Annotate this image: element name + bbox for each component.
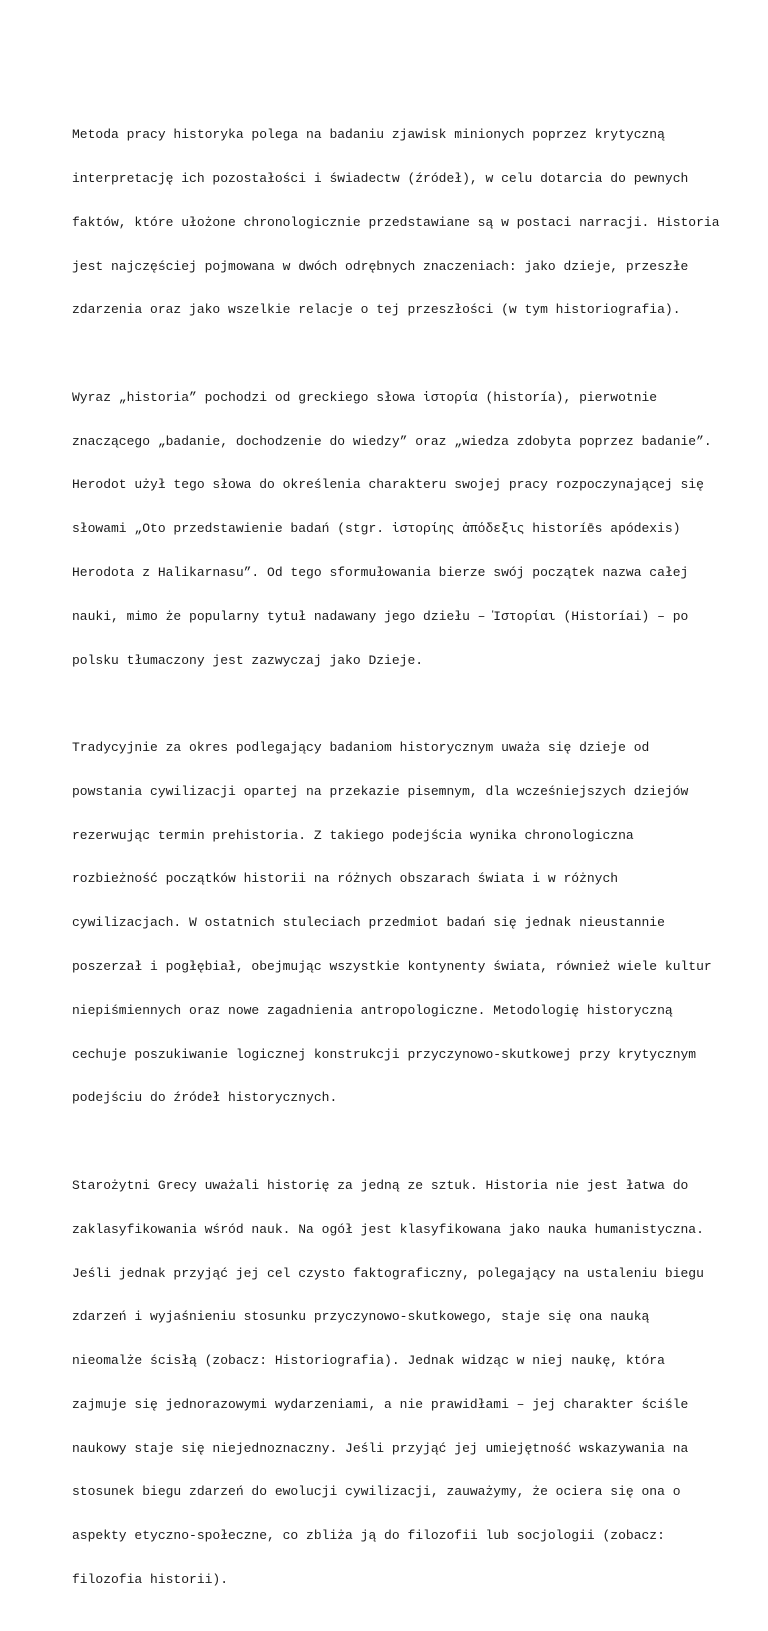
text-line: cechuje poszukiwanie logicznej konstrukcji przyczynowo-skutkowej przy krytycznym	[72, 1046, 697, 1062]
text-line: słowami „Oto przedstawienie badań (stgr. ἱστορίης ἀπόδεξις historíēs apódexis)	[72, 521, 681, 537]
text-line: Starożytni Grecy uważali historię za jedną ze sztuk. Historia nie jest łatwa do	[72, 1177, 689, 1193]
text-line: zdarzeń i wyjaśnieniu stosunku przyczynowo-skutkowego, staje się ona nauką	[72, 1309, 650, 1325]
text-line: rezerwując termin prehistoria. Z takiego podejścia wynika chronologiczna	[72, 827, 634, 843]
text-line: zaklasyfikowania wśród nauk. Na ogół jest klasyfikowana jako nauka humanistyczna.	[72, 1221, 704, 1237]
text-line: niepiśmiennych oraz nowe zagadnienia antropologiczne. Metodologię historyczną	[72, 1002, 673, 1018]
text-line: Herodota z Halikarnasu”. Od tego sformułowania bierze swój początek nazwa całej	[72, 565, 689, 580]
text-line: faktów, które ułożone chronologicznie przedstawiane są w postaci narracji. Historia	[72, 214, 720, 230]
text-line: Wyraz „historia” pochodzi od greckiego słowa ἱστορία (historía), pierwotnie	[72, 389, 658, 405]
text-line: cywilizacjach. W ostatnich stuleciach przedmiot badań się jednak nieustannie	[72, 915, 665, 931]
paragraph-scope	[72, 712, 712, 1135]
document-body	[72, 99, 720, 1631]
text-line: Herodot użył tego słowa do określenia charakteru swojej pracy rozpoczynającej się	[72, 477, 704, 493]
text-line: znaczącego „badanie, dochodzenie do wiedzy” oraz „wiedza zdobyta poprzez badanie”.	[72, 433, 712, 449]
paragraph-classification	[72, 1150, 712, 1617]
text-line: polsku tłumaczony jest zazwyczaj jako Dzieje.	[72, 652, 424, 668]
text-line: powstania cywilizacji opartej na przekazie pisemnym, dla wcześniejszych dziejów	[72, 783, 689, 799]
text-line: poszerzał i pogłębiał, obejmując wszystkie kontynenty świata, również wiele kultur	[72, 959, 712, 975]
text-line: aspekty etyczno-społeczne, co zbliża ją do filozofii lub socjologii (zobacz:	[72, 1528, 665, 1544]
text-line: stosunek biegu zdarzeń do ewolucji cywilizacji, zauważymy, że ociera się ona o	[72, 1484, 681, 1500]
text-line: nauki, mimo że popularny tytuł nadawany jego dziełu – Ἱστορίαι (Historíai) – po	[72, 608, 689, 624]
text-line: zdarzenia oraz jako wszelkie relacje o tej przeszłości (w tym historiografia).	[72, 302, 681, 318]
text-line: nieomalże ścisłą (zobacz: Historiografia). Jednak widząc w niej naukę, która	[72, 1353, 665, 1369]
text-line: jest najczęściej pojmowana w dwóch odrębnych znaczeniach: jako dzieje, przeszłe	[72, 258, 689, 274]
text-line: Tradycyjnie za okres podlegający badaniom historycznym uważa się dzieje od	[72, 740, 650, 756]
text-line: naukowy staje się niejednoznaczny. Jeśli przyjąć jej umiejętność wskazywania na	[72, 1440, 689, 1456]
text-line: filozofia historii).	[72, 1571, 229, 1587]
paragraph-etymology	[72, 362, 712, 698]
text-line: Jeśli jednak przyjąć jej cel czysto faktograficzny, polegający na ustaleniu biegu	[72, 1265, 704, 1281]
text-line: Metoda pracy historyka polega na badaniu zjawisk minionych poprzez krytyczną	[72, 127, 665, 143]
text-line: podejściu do źródeł historycznych.	[72, 1090, 338, 1106]
text-line: interpretację ich pozostałości i świadectw (źródeł), w celu dotarcia do pewnych	[72, 170, 689, 186]
text-line: rozbieżność początków historii na różnych obszarach świata i w różnych	[72, 871, 619, 887]
text-line: zajmuje się jednorazowymi wydarzeniami, a nie prawidłami – jej charakter ściśle	[72, 1396, 689, 1412]
paragraph-method	[72, 99, 720, 347]
